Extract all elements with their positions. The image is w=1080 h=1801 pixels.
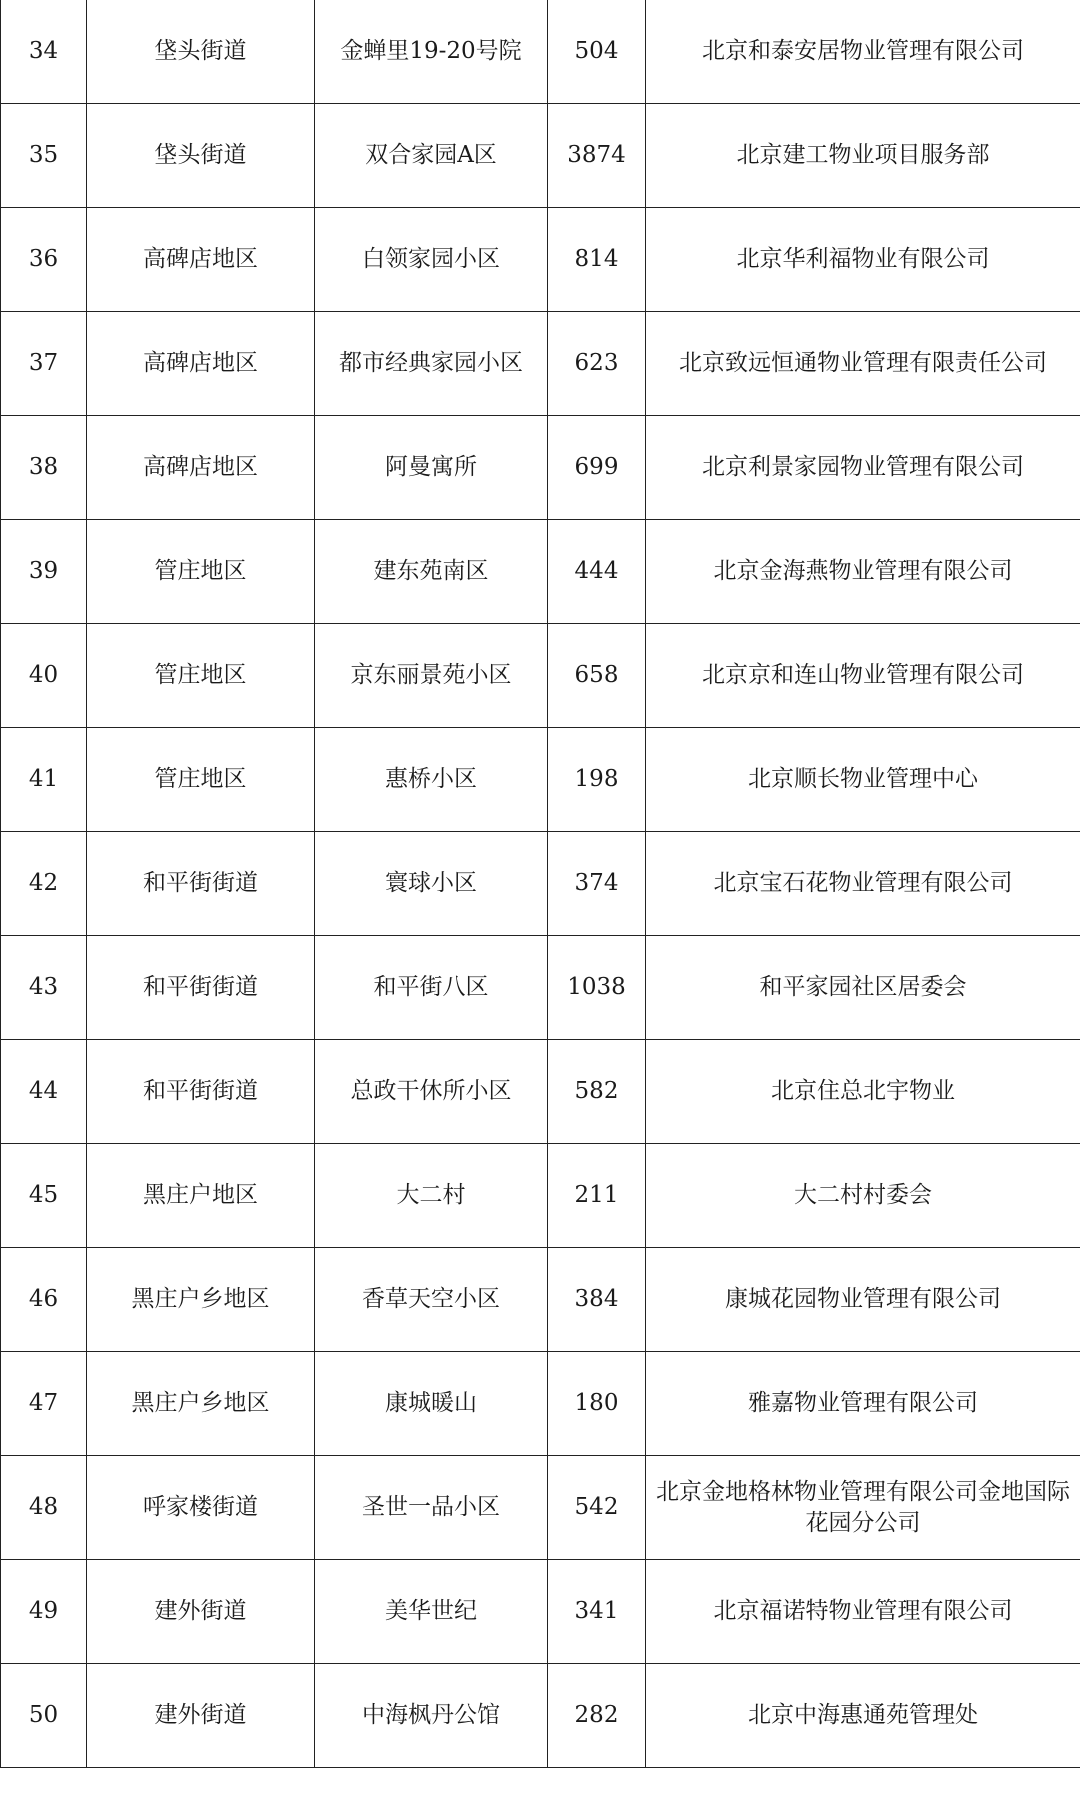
community-name: 大二村 bbox=[315, 1144, 548, 1248]
household-count: 699 bbox=[548, 416, 646, 520]
property-manager: 北京和泰安居物业管理有限公司 bbox=[646, 0, 1080, 104]
street-area: 和平街街道 bbox=[87, 936, 315, 1040]
community-name: 金蝉里19-20号院 bbox=[315, 0, 548, 104]
household-count: 198 bbox=[548, 728, 646, 832]
property-manager: 北京利景家园物业管理有限公司 bbox=[646, 416, 1080, 520]
property-manager: 康城花园物业管理有限公司 bbox=[646, 1248, 1080, 1352]
household-count: 444 bbox=[548, 520, 646, 624]
table-row bbox=[1, 1352, 1080, 1456]
table-row bbox=[1, 1144, 1080, 1248]
property-manager: 北京建工物业项目服务部 bbox=[646, 104, 1080, 208]
row-number: 42 bbox=[1, 832, 87, 936]
household-count: 814 bbox=[548, 208, 646, 312]
household-count: 658 bbox=[548, 624, 646, 728]
street-area: 呼家楼街道 bbox=[87, 1456, 315, 1560]
household-count: 374 bbox=[548, 832, 646, 936]
table-row bbox=[1, 416, 1080, 520]
row-number: 48 bbox=[1, 1456, 87, 1560]
table-row bbox=[1, 936, 1080, 1040]
row-number: 38 bbox=[1, 416, 87, 520]
household-count: 3874 bbox=[548, 104, 646, 208]
community-name: 康城暖山 bbox=[315, 1352, 548, 1456]
household-count: 180 bbox=[548, 1352, 646, 1456]
community-name: 美华世纪 bbox=[315, 1560, 548, 1664]
street-area: 黑庄户乡地区 bbox=[87, 1248, 315, 1352]
community-name: 香草天空小区 bbox=[315, 1248, 548, 1352]
street-area: 管庄地区 bbox=[87, 728, 315, 832]
row-number: 36 bbox=[1, 208, 87, 312]
household-count: 384 bbox=[548, 1248, 646, 1352]
property-manager: 北京顺长物业管理中心 bbox=[646, 728, 1080, 832]
property-manager: 北京福诺特物业管理有限公司 bbox=[646, 1560, 1080, 1664]
property-manager: 北京宝石花物业管理有限公司 bbox=[646, 832, 1080, 936]
community-name: 圣世一品小区 bbox=[315, 1456, 548, 1560]
street-area: 管庄地区 bbox=[87, 624, 315, 728]
property-manager: 大二村村委会 bbox=[646, 1144, 1080, 1248]
table-row bbox=[1, 1040, 1080, 1144]
row-number: 50 bbox=[1, 1664, 87, 1768]
row-number: 44 bbox=[1, 1040, 87, 1144]
row-number: 41 bbox=[1, 728, 87, 832]
row-number: 34 bbox=[1, 0, 87, 104]
row-number: 35 bbox=[1, 104, 87, 208]
property-manager: 雅嘉物业管理有限公司 bbox=[646, 1352, 1080, 1456]
row-number: 47 bbox=[1, 1352, 87, 1456]
household-count: 211 bbox=[548, 1144, 646, 1248]
row-number: 45 bbox=[1, 1144, 87, 1248]
community-name: 寰球小区 bbox=[315, 832, 548, 936]
property-manager: 北京华利福物业有限公司 bbox=[646, 208, 1080, 312]
street-area: 和平街街道 bbox=[87, 832, 315, 936]
property-manager: 和平家园社区居委会 bbox=[646, 936, 1080, 1040]
street-area: 建外街道 bbox=[87, 1664, 315, 1768]
community-name: 京东丽景苑小区 bbox=[315, 624, 548, 728]
household-count: 341 bbox=[548, 1560, 646, 1664]
community-name: 双合家园A区 bbox=[315, 104, 548, 208]
row-number: 39 bbox=[1, 520, 87, 624]
street-area: 建外街道 bbox=[87, 1560, 315, 1664]
household-count: 504 bbox=[548, 0, 646, 104]
street-area: 垡头街道 bbox=[87, 104, 315, 208]
row-number: 40 bbox=[1, 624, 87, 728]
table-row bbox=[1, 1664, 1080, 1768]
household-count: 623 bbox=[548, 312, 646, 416]
community-name: 中海枫丹公馆 bbox=[315, 1664, 548, 1768]
table-row bbox=[1, 208, 1080, 312]
table-body bbox=[1, 0, 1080, 1768]
community-name: 阿曼寓所 bbox=[315, 416, 548, 520]
household-count: 542 bbox=[548, 1456, 646, 1560]
street-area: 垡头街道 bbox=[87, 0, 315, 104]
household-count: 1038 bbox=[548, 936, 646, 1040]
community-name: 建东苑南区 bbox=[315, 520, 548, 624]
property-manager: 北京金海燕物业管理有限公司 bbox=[646, 520, 1080, 624]
street-area: 黑庄户乡地区 bbox=[87, 1352, 315, 1456]
row-number: 37 bbox=[1, 312, 87, 416]
table-row bbox=[1, 1456, 1080, 1560]
community-name: 惠桥小区 bbox=[315, 728, 548, 832]
table-row bbox=[1, 0, 1080, 104]
street-area: 黑庄户地区 bbox=[87, 1144, 315, 1248]
community-name: 和平街八区 bbox=[315, 936, 548, 1040]
table-row bbox=[1, 624, 1080, 728]
community-name: 都市经典家园小区 bbox=[315, 312, 548, 416]
table-row bbox=[1, 1248, 1080, 1352]
street-area: 管庄地区 bbox=[87, 520, 315, 624]
household-count: 282 bbox=[548, 1664, 646, 1768]
community-name: 总政干休所小区 bbox=[315, 1040, 548, 1144]
property-manager: 北京京和连山物业管理有限公司 bbox=[646, 624, 1080, 728]
property-manager: 北京中海惠通苑管理处 bbox=[646, 1664, 1080, 1768]
table-row bbox=[1, 832, 1080, 936]
household-count: 582 bbox=[548, 1040, 646, 1144]
table-row bbox=[1, 1560, 1080, 1664]
row-number: 49 bbox=[1, 1560, 87, 1664]
row-number: 46 bbox=[1, 1248, 87, 1352]
property-manager: 北京金地格林物业管理有限公司金地国际花园分公司 bbox=[646, 1456, 1080, 1560]
street-area: 高碑店地区 bbox=[87, 416, 315, 520]
street-area: 高碑店地区 bbox=[87, 312, 315, 416]
property-manager: 北京住总北宇物业 bbox=[646, 1040, 1080, 1144]
community-name: 白领家园小区 bbox=[315, 208, 548, 312]
table-row bbox=[1, 104, 1080, 208]
table-row bbox=[1, 728, 1080, 832]
table-row bbox=[1, 312, 1080, 416]
row-number: 43 bbox=[1, 936, 87, 1040]
street-area: 高碑店地区 bbox=[87, 208, 315, 312]
street-area: 和平街街道 bbox=[87, 1040, 315, 1144]
table-row bbox=[1, 520, 1080, 624]
property-manager: 北京致远恒通物业管理有限责任公司 bbox=[646, 312, 1080, 416]
